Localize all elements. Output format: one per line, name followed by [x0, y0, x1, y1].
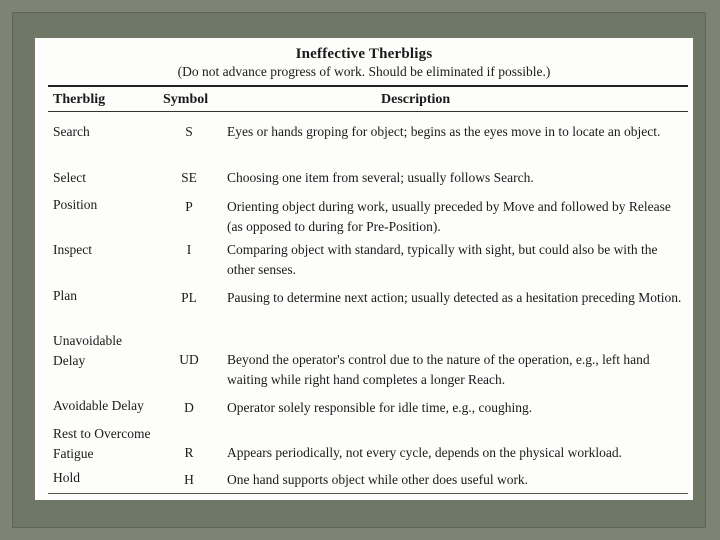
row-plan-description: Pausing to determine next action; usually detected as a hesitation preceding Motion. — [227, 290, 682, 305]
row-avoidable-delay-description: Operator solely responsible for idle time, e.g., coughing. — [227, 400, 533, 415]
row-plan-symbol: PL — [181, 290, 197, 305]
row-rest-description: Appears periodically, not every cycle, depends on the physical workload. — [227, 445, 622, 460]
row-select-symbol: SE — [181, 170, 197, 185]
row-avoidable-delay-symbol: D — [184, 400, 194, 415]
row-avoidable-delay-therblig: Avoidable Delay — [53, 398, 144, 413]
row-search-therblig: Search — [53, 124, 90, 139]
document-page — [35, 38, 693, 500]
header-symbol: Symbol — [163, 92, 209, 107]
row-position-therblig: Position — [53, 197, 98, 212]
table-title: Ineffective Therbligs — [295, 46, 433, 62]
row-search-description: Eyes or hands groping for object; begins as the eyes move in to locate an object. — [227, 124, 661, 139]
header-description: Description — [381, 92, 451, 107]
header-rule — [48, 111, 688, 112]
row-inspect-symbol: I — [186, 242, 192, 257]
row-rest-symbol: R — [184, 445, 194, 460]
row-position-symbol: P — [185, 199, 193, 214]
row-rest-therblig: Rest to Overcome Fatigue — [53, 426, 151, 461]
row-hold-therblig: Hold — [53, 470, 80, 485]
row-unavoidable-delay-therblig: Unavoidable Delay — [53, 333, 122, 368]
row-search-symbol: S — [185, 124, 193, 139]
row-hold-symbol: H — [184, 472, 194, 487]
row-select-therblig: Select — [53, 170, 86, 185]
header-therblig: Therblig — [53, 92, 106, 107]
table-subtitle: (Do not advance progress of work. Should be eliminated if possible.) — [177, 64, 551, 79]
bottom-rule — [48, 493, 688, 494]
row-position-description: Orienting object during work, usually preceded by Move and followed by Release (as opposed to during for Pre-Position). — [227, 199, 671, 234]
top-rule — [48, 85, 688, 87]
row-inspect-description: Comparing object with standard, typically with sight, but could also be with the other senses. — [227, 242, 658, 277]
row-unavoidable-delay-symbol: UD — [179, 352, 199, 367]
row-plan-therblig: Plan — [53, 288, 78, 303]
row-unavoidable-delay-description: Beyond the operator's control due to the nature of the operation, e.g., left hand waiting while right hand completes a longer Reach. — [227, 352, 650, 387]
row-select-description: Choosing one item from several; usually follows Search. — [227, 170, 534, 185]
row-inspect-therblig: Inspect — [53, 242, 92, 257]
row-hold-description: One hand supports object while other does useful work. — [227, 472, 529, 487]
